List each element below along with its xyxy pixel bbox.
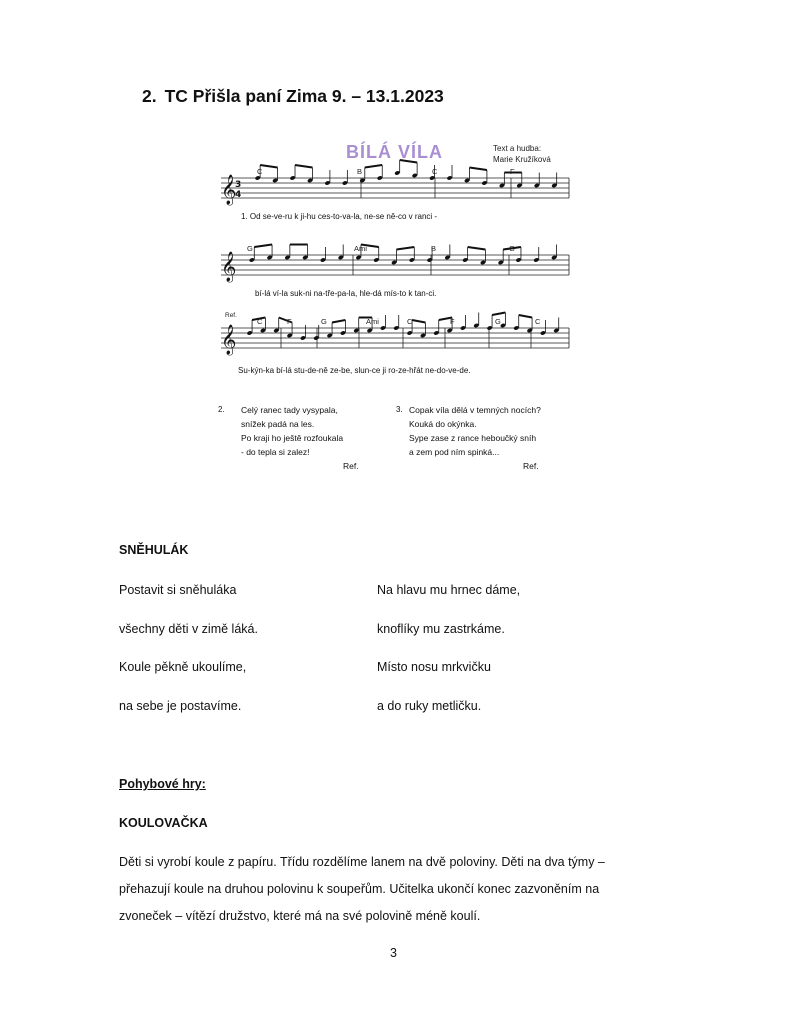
song-sheet-image	[213, 128, 579, 486]
verse-number: 3.	[396, 405, 403, 414]
chord: F	[287, 317, 292, 326]
lyrics-line: bí-lá ví-la suk-ni na-tře-pa-la, hle-dá mís-to k tan-ci.	[255, 289, 437, 298]
chord: C	[407, 317, 413, 326]
verse-line: - do tepla si zalez!	[241, 447, 310, 457]
game-description-line: zvoneček – vítězí družstvo, které má na své polovině méně koulí.	[119, 909, 481, 923]
song-credit-label: Text a hudba:	[493, 144, 542, 153]
note-beam	[469, 168, 486, 171]
treble-clef-icon: 𝄞	[221, 325, 237, 355]
chord: B	[431, 244, 437, 253]
verse-line: a zem pod ním spinká...	[409, 447, 500, 457]
note-beam	[468, 247, 486, 250]
note-beam	[254, 245, 272, 248]
chord: F	[450, 317, 455, 326]
poem-line-right: knoflíky mu zastrkáme.	[377, 622, 505, 636]
section-number: 2.	[142, 86, 157, 106]
note-beam	[365, 165, 382, 168]
chord: C	[257, 167, 263, 176]
chord: Ami	[366, 317, 379, 326]
verse-ref: Ref.	[523, 461, 539, 471]
chord: Ami	[354, 244, 367, 253]
verse-line: Kouká do okýnka.	[409, 419, 477, 429]
chord: F	[510, 167, 515, 176]
verse-line: Po kraji ho ještě rozfoukala	[241, 433, 344, 443]
song-title: BÍLÁ VÍLA	[346, 142, 443, 162]
lyrics-line: Su-kýn-ka bí-lá stu-de-ně ze-be, slun-ce ji ro-ze-hřát ne-do-ve-de.	[238, 366, 471, 375]
poem-line-right: a do ruky metličku.	[377, 699, 482, 713]
lyrics-line: 1. Od se-ve-ru k ji-hu ces-to-va-la, ne-se ně-co v ranci -	[241, 212, 438, 221]
chord: G	[247, 244, 253, 253]
games-heading: Pohybové hry:	[119, 777, 206, 791]
treble-clef-icon: 𝄞	[221, 252, 237, 282]
poem-line-left: na sebe je postavíme.	[119, 699, 242, 713]
treble-clef-icon: 𝄞	[221, 175, 237, 205]
chord: C	[535, 317, 541, 326]
chord: G	[321, 317, 327, 326]
verse-line: Celý ranec tady vysypala,	[241, 405, 338, 415]
poem-title: SNĚHULÁK	[119, 543, 189, 557]
verse-ref: Ref.	[343, 461, 359, 471]
note-beam	[492, 313, 505, 316]
page-number: 3	[390, 946, 397, 960]
section-title-text: TC Přišla paní Zima 9. – 13.1.2023	[164, 86, 444, 106]
chord: G	[495, 317, 501, 326]
game-description-line: Děti si vyrobí koule z papíru. Třídu rozdělíme lanem na dvě poloviny. Děti na dva týmy –	[119, 855, 605, 869]
verse-line: snížek padá na les.	[241, 419, 315, 429]
note-beam	[412, 320, 425, 323]
verse-number: 2.	[218, 405, 225, 414]
refrain-marker: Ref.	[225, 312, 237, 319]
poem-line-left: Koule pěkně ukoulíme,	[119, 660, 247, 674]
verse-line: Sype zase z rance heboučký sníh	[409, 433, 537, 443]
poem-line-left: Postavit si sněhuláka	[119, 583, 237, 597]
poem-line-left: všechny děti v zimě láká.	[119, 622, 258, 636]
game-title: KOULOVAČKA	[119, 816, 208, 830]
note-beam	[295, 165, 312, 168]
chord: C	[432, 167, 438, 176]
verse-line: Copak víla dělá v temných nocích?	[409, 405, 541, 415]
section-heading	[142, 86, 444, 107]
note-beam	[397, 247, 415, 250]
poem-line-right: Na hlavu mu hrnec dáme,	[377, 583, 521, 597]
game-description-line: přehazují koule na druhou polovinu k soupeřům. Učitelka ukončí konec zazvoněním na	[119, 882, 600, 896]
note-beam	[332, 320, 345, 323]
chord: B	[357, 167, 363, 176]
chord: G	[509, 244, 515, 253]
time-signature-bottom: 4	[235, 190, 242, 200]
note-beam	[260, 165, 277, 168]
poem-line-right: Místo nosu mrkvičku	[377, 660, 491, 674]
note-beam	[519, 315, 532, 318]
song-credit-author: Marie Kružíková	[493, 155, 551, 164]
chord: C	[257, 317, 263, 326]
time-signature-top: 3	[235, 180, 242, 190]
